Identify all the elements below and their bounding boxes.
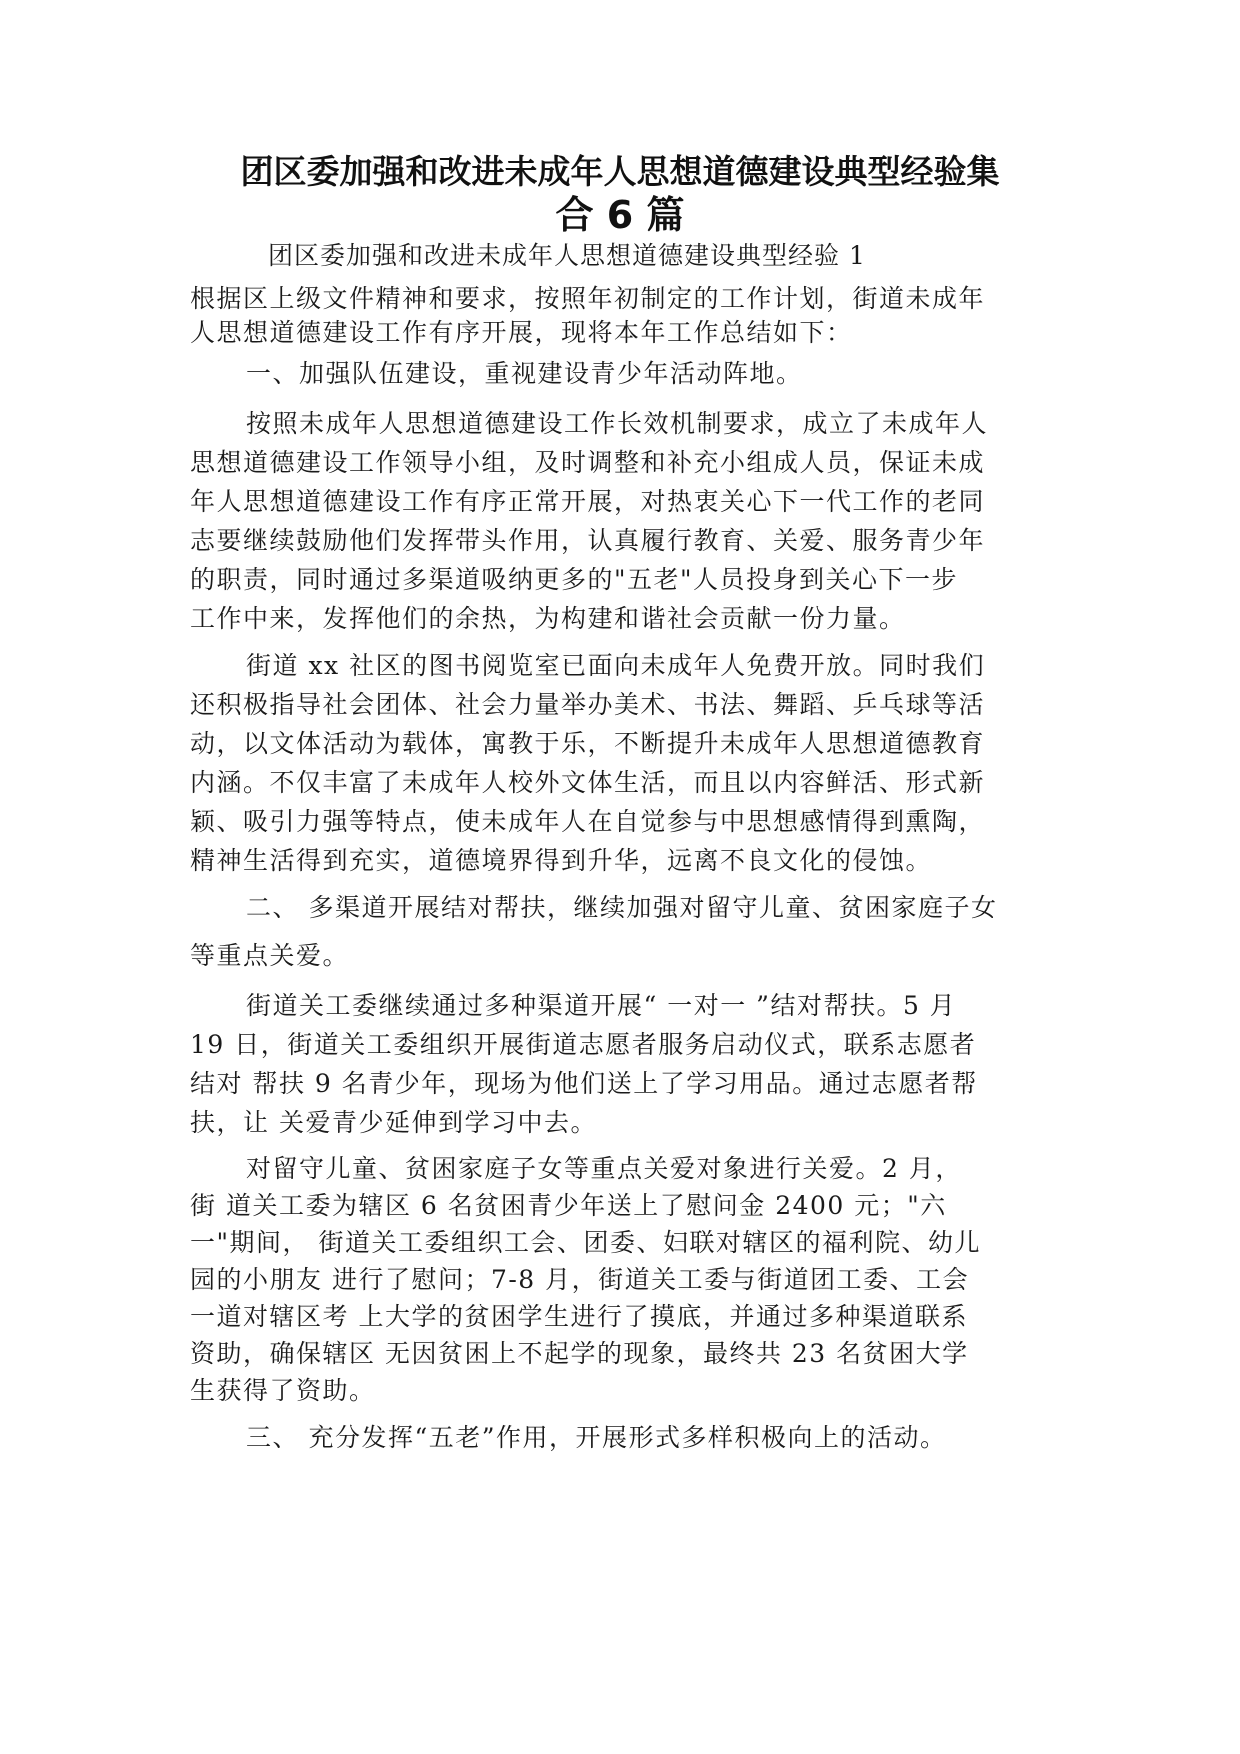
heading-2 [190,884,1062,980]
paragraph-team-building [190,404,1062,638]
paragraph-line: 精神生活得到充实，道德境界得到升华，远离不良文化的侵蚀。 [190,846,933,875]
paragraph-care-activities [190,1150,1062,1409]
paragraph-line: 对留守儿童、贫困家庭子女等重点关爱对象进行关爱。2 月， [246,1154,962,1183]
paragraph-line: 思想道德建设工作领导小组，及时调整和补充小组成人员，保证未成 [190,448,986,477]
paragraph-reading-room [190,646,1062,880]
heading-3 [190,1420,1062,1456]
paragraph-line: 人思想道德建设工作有序开展，现将本年工作总结如下： [190,318,853,347]
heading-line: 二、 多渠道开展结对帮扶，继续加强对留守儿童、贫困家庭子女 [246,893,998,922]
paragraph-line: 街道 xx 社区的图书阅览室已面向未成年人免费开放。同时我们 [246,651,986,680]
paragraph-pairing-support [190,986,1062,1142]
paragraph-line: 动，以文体活动为载体，寓教于乐，不断提升未成年人思想道德教育 [190,729,986,758]
heading-line: 三、 充分发挥“五老”作用，开展形式多样积极向上的活动。 [246,1423,947,1452]
paragraph-line: 生获得了资助。 [190,1376,376,1405]
paragraph-line: 还积极指导社会团体、社会力量举办美术、书法、舞蹈、乒乓球等活 [190,690,986,719]
paragraph-line: 工作中来，发挥他们的余热，为构建和谐社会贡献一份力量。 [190,604,906,633]
paragraph-line: 结对 帮扶 9 名青少年，现场为他们送上了学习用品。通过志愿者帮 [190,1069,978,1098]
paragraph-line: 颖、吸引力强等特点，使未成年人在自觉参与中思想感情得到熏陶， [190,807,986,836]
intro-paragraph [190,282,1062,350]
paragraph-line: 街 道关工委为辖区 6 名贫困青少年送上了慰问金 2400 元；"六 [190,1191,947,1220]
paragraph-line: 19 日，街道关工委组织开展街道志愿者服务启动仪式，联系志愿者 [190,1030,977,1059]
paragraph-line: 内涵。不仅丰富了未成年人校外文体生活，而且以内容鲜活、形式新 [190,768,986,797]
paragraph-line: 一"期间， 街道关工委组织工会、团委、妇联对辖区的福利院、幼儿 [190,1228,981,1257]
heading-line: 等重点关爱。 [190,941,350,970]
paragraph-line: 一道对辖区考 上大学的贫困学生进行了摸底，并通过多种渠道联系 [190,1302,968,1331]
paragraph-line: 年人思想道德建设工作有序正常开展，对热衷关心下一代工作的老同 [190,487,986,516]
paragraph-line: 根据区上级文件精神和要求，按照年初制定的工作计划，街道未成年 [190,284,986,313]
section-subtitle: 团区委加强和改进未成年人思想道德建设典型经验 1 [268,241,866,270]
heading-line: 一、加强队伍建设，重视建设青少年活动阵地。 [246,359,803,388]
heading-1 [190,356,1062,392]
paragraph-line: 街道关工委继续通过多种渠道开展“ 一对一 ”结对帮扶。5 月 [246,991,957,1020]
paragraph-line: 扶，让 关爱青少延伸到学习中去。 [190,1108,597,1137]
paragraph-line: 按照未成年人思想道德建设工作长效机制要求，成立了未成年人 [246,409,989,438]
paragraph-line: 志要继续鼓励他们发挥带头作用，认真履行教育、关爱、服务青少年 [190,526,986,555]
document-title-continued: 合 6 篇 [555,193,685,237]
paragraph-line: 资助，确保辖区 无因贫困上不起学的现象，最终共 23 名贫困大学 [190,1339,969,1368]
paragraph-line: 的职责，同时通过多渠道吸纳更多的"五老"人员投身到关心下一步 [190,565,959,594]
paragraph-line: 园的小朋友 进行了慰问；7-8 月，街道关工委与街道团工委、工会 [190,1265,970,1294]
document-title: 团区委加强和改进未成年人思想道德建设典型经验集 [240,152,1000,191]
